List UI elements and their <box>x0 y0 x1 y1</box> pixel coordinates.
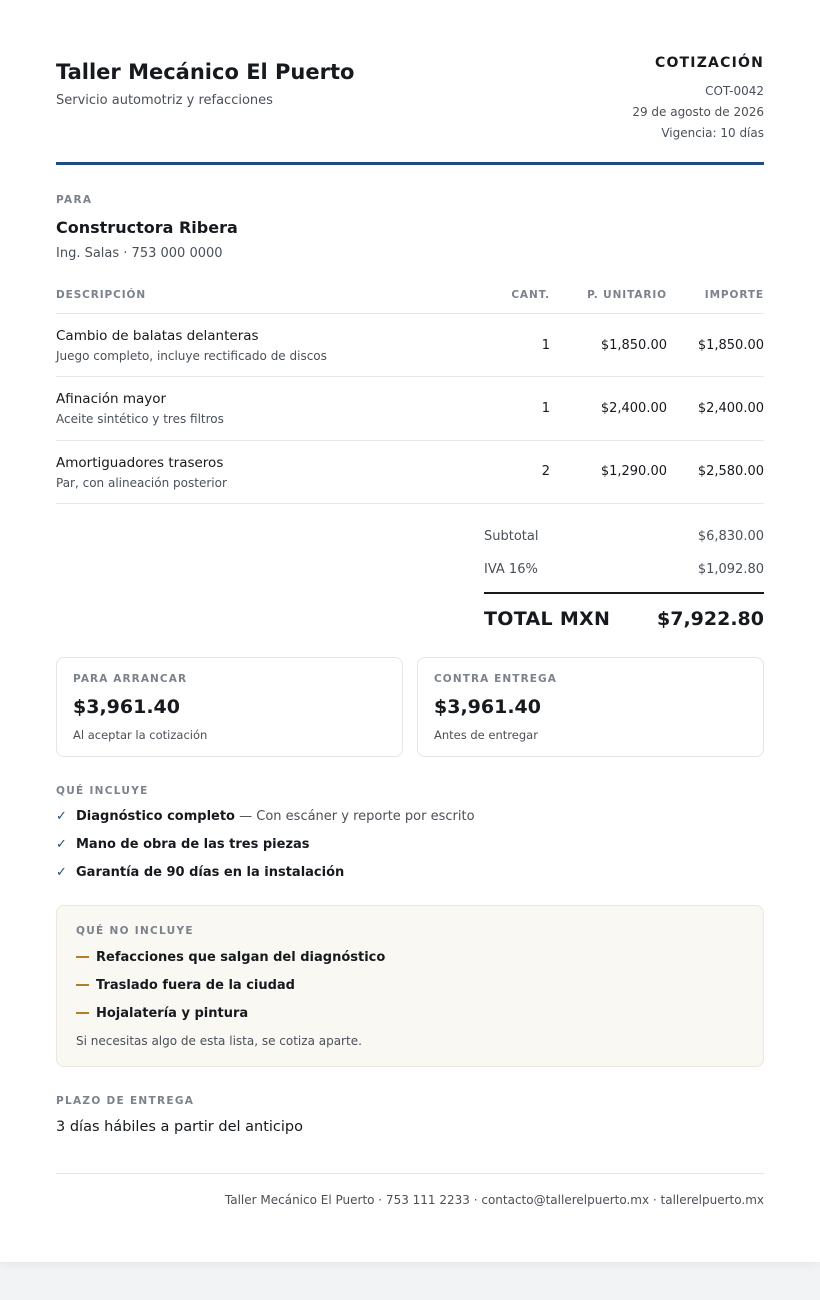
client-section-label: PARA <box>56 194 93 206</box>
delivery-text: 3 días hábiles a partir del anticipo <box>56 1119 303 1135</box>
exclude-text: Hojalatería y pintura <box>96 1006 249 1021</box>
item-amount: $2,400.00 <box>697 401 764 416</box>
dash-icon <box>76 956 89 958</box>
item-qty: 1 <box>541 338 550 353</box>
total-label: TOTAL MXN <box>484 608 611 630</box>
item-detail: Juego completo, incluye rectificado de discos <box>56 349 327 363</box>
quote-date: 29 de agosto de 2026 <box>632 105 764 119</box>
dash-icon <box>76 984 89 986</box>
quote-validity: Vigencia: 10 días <box>661 126 764 140</box>
footer-divider <box>56 1173 764 1174</box>
check-icon: ✓ <box>56 809 67 824</box>
subtotal-label: Subtotal <box>484 529 539 544</box>
payment-amount: $3,961.40 <box>73 696 180 718</box>
include-title: Mano de obra de las tres piezas <box>76 837 310 852</box>
payment-card-advance <box>56 657 403 757</box>
item-title: Cambio de balatas delanteras <box>56 328 259 344</box>
tax-label: IVA 16% <box>484 562 538 577</box>
document-type: COTIZACIÓN <box>654 55 764 71</box>
include-item <box>56 865 344 880</box>
total-value: $7,922.80 <box>657 608 764 630</box>
column-header-qty: CANT. <box>511 289 550 301</box>
include-item <box>56 837 310 852</box>
payment-card-delivery <box>417 657 764 757</box>
item-detail: Aceite sintético y tres filtros <box>56 412 224 426</box>
item-unit-price: $1,290.00 <box>600 464 667 479</box>
column-header-unit-price: P. UNITARIO <box>587 289 667 301</box>
payment-label: PARA ARRANCAR <box>73 673 188 685</box>
item-qty: 1 <box>541 401 550 416</box>
quote-number: COT-0042 <box>705 84 764 98</box>
client-name: Constructora Ribera <box>56 218 238 237</box>
delivery-label: PLAZO DE ENTREGA <box>56 1095 195 1107</box>
footer-contact: Taller Mecánico El Puerto · 753 111 2233 · contacto@tallerelpuerto.mx · tallerelpuerto.mx <box>224 1193 764 1207</box>
include-detail: — Con escáner y reporte por escrito <box>235 809 475 824</box>
item-unit-price: $2,400.00 <box>600 401 667 416</box>
item-qty: 2 <box>541 464 550 479</box>
table-divider <box>56 313 764 314</box>
company-name: Taller Mecánico El Puerto <box>56 60 355 84</box>
excludes-label: QUÉ NO INCLUYE <box>76 925 194 937</box>
check-icon: ✓ <box>56 837 67 852</box>
item-title: Afinación mayor <box>56 391 167 407</box>
include-title: Diagnóstico completo <box>76 809 235 824</box>
exclude-item <box>76 950 385 965</box>
check-icon: ✓ <box>56 865 67 880</box>
item-detail: Par, con alineación posterior <box>56 476 227 490</box>
column-header-amount: IMPORTE <box>704 289 764 301</box>
dash-icon <box>76 1012 89 1014</box>
excludes-note: Si necesitas algo de esta lista, se cotiza aparte. <box>76 1034 362 1048</box>
excludes-box <box>56 905 764 1067</box>
tax-value: $1,092.80 <box>697 562 764 577</box>
include-item <box>56 809 475 824</box>
header-divider <box>56 162 764 165</box>
item-amount: $1,850.00 <box>697 338 764 353</box>
exclude-item <box>76 1006 248 1021</box>
include-title: Garantía de 90 días en la instalación <box>76 865 345 880</box>
exclude-text: Traslado fuera de la ciudad <box>96 978 295 993</box>
subtotal-value: $6,830.00 <box>697 529 764 544</box>
payment-label: CONTRA ENTREGA <box>434 673 557 685</box>
item-unit-price: $1,850.00 <box>600 338 667 353</box>
payment-note: Al aceptar la cotización <box>73 728 208 742</box>
row-divider <box>56 440 764 441</box>
total-divider <box>484 592 764 594</box>
column-header-description: DESCRIPCIÓN <box>56 289 147 301</box>
includes-label: QUÉ INCLUYE <box>56 785 149 797</box>
company-tagline: Servicio automotriz y refacciones <box>56 93 273 108</box>
client-contact: Ing. Salas · 753 000 0000 <box>56 246 223 261</box>
row-divider <box>56 376 764 377</box>
payment-amount: $3,961.40 <box>434 696 541 718</box>
item-amount: $2,580.00 <box>697 464 764 479</box>
exclude-item <box>76 978 295 993</box>
item-title: Amortiguadores traseros <box>56 455 224 471</box>
row-divider <box>56 503 764 504</box>
exclude-text: Refacciones que salgan del diagnóstico <box>96 950 386 965</box>
payment-note: Antes de entregar <box>434 728 538 742</box>
